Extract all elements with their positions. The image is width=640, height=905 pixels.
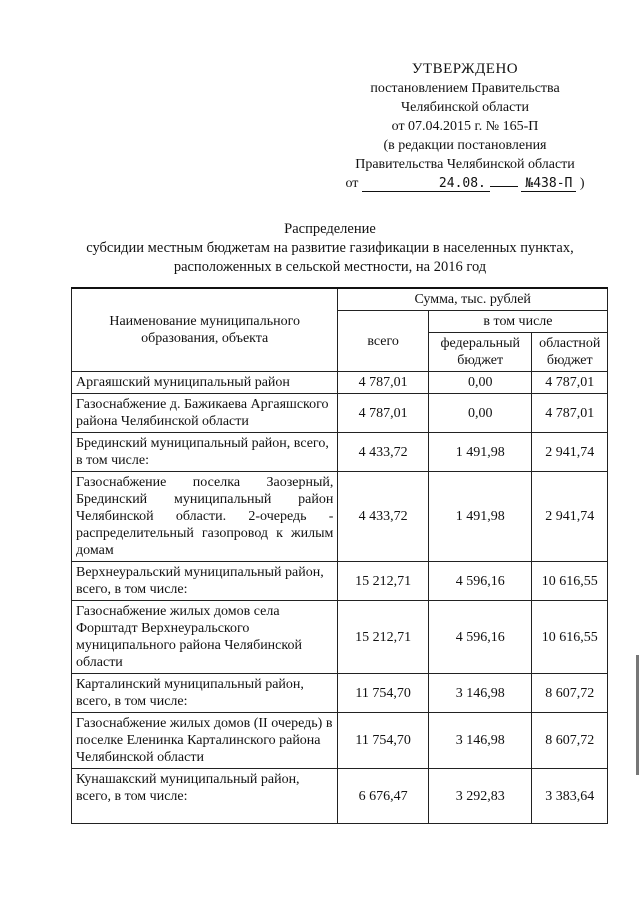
table-row bbox=[72, 372, 608, 394]
header-total: всего bbox=[338, 311, 429, 372]
approval-line-2: Челябинской области bbox=[401, 100, 529, 115]
row-federal: 1 491,98 bbox=[428, 433, 532, 472]
row-federal: 3 292,83 bbox=[428, 769, 532, 824]
row-total: 11 754,70 bbox=[338, 674, 429, 713]
row-total: 15 212,71 bbox=[338, 562, 429, 601]
row-regional: 2 941,74 bbox=[532, 472, 608, 562]
row-regional: 4 787,01 bbox=[532, 394, 608, 433]
row-total: 4 433,72 bbox=[338, 472, 429, 562]
row-total: 4 787,01 bbox=[338, 372, 429, 394]
title-line-3: расположенных в сельской местности, на 2016 год bbox=[173, 259, 487, 275]
row-regional: 10 616,55 bbox=[532, 601, 608, 674]
row-name: Кунашакский муниципальный район, всего, в том числе: bbox=[72, 769, 338, 824]
title-line-2: субсидии местным бюджетам на развитие газификации в населенных пунктах, bbox=[86, 240, 574, 256]
approval-line-4: (в редакции постановления bbox=[383, 138, 547, 153]
row-name: Аргаяшский муниципальный район bbox=[72, 372, 338, 394]
header-sum: Сумма, тыс. рублей bbox=[338, 288, 608, 311]
row-name: Верхнеуральский муниципальный район, всего, в том числе: bbox=[72, 562, 338, 601]
row-federal: 1 491,98 bbox=[428, 472, 532, 562]
table-row bbox=[72, 713, 608, 769]
approval-line-5: Правительства Челябинской области bbox=[355, 157, 575, 172]
row-regional: 8 607,72 bbox=[532, 674, 608, 713]
row-name: Карталинский муниципальный район, всего, в том числе: bbox=[72, 674, 338, 713]
approval-block bbox=[330, 60, 600, 193]
header-federal: федеральный бюджет bbox=[428, 333, 532, 372]
table-row bbox=[72, 433, 608, 472]
row-name: Газоснабжение поселка Заозерный, Брединский муниципальный район Челябинской области. 2-очередь - распределительный газопровод к жилым домам bbox=[72, 472, 338, 562]
row-total: 11 754,70 bbox=[338, 713, 429, 769]
table-row bbox=[72, 769, 608, 824]
row-federal: 4 596,16 bbox=[428, 601, 532, 674]
scan-edge-mark bbox=[636, 655, 639, 775]
row-name: Газоснабжение жилых домов (II очередь) в поселке Еленинка Карталинского района Челябинской области bbox=[72, 713, 338, 769]
row-total: 4 787,01 bbox=[338, 394, 429, 433]
row-name: Брединский муниципальный район, всего, в том числе: bbox=[72, 433, 338, 472]
approval-number-handwritten: №438-П bbox=[521, 176, 576, 192]
row-regional: 2 941,74 bbox=[532, 433, 608, 472]
row-name: Газоснабжение д. Бажикаева Аргаяшского района Челябинской области bbox=[72, 394, 338, 433]
header-name: Наименование муниципального образования, объекта bbox=[72, 288, 338, 372]
approval-from-prefix: от bbox=[345, 176, 359, 191]
approval-heading: УТВЕРЖДЕНО bbox=[411, 61, 519, 77]
row-regional: 4 787,01 bbox=[532, 372, 608, 394]
row-total: 15 212,71 bbox=[338, 601, 429, 674]
table-row bbox=[72, 674, 608, 713]
row-regional: 8 607,72 bbox=[532, 713, 608, 769]
document-title bbox=[50, 220, 610, 277]
approval-date-handwritten: 24.08. bbox=[362, 176, 490, 192]
header-including: в том числе bbox=[428, 311, 607, 333]
row-federal: 3 146,98 bbox=[428, 674, 532, 713]
table-row bbox=[72, 394, 608, 433]
table-row bbox=[72, 562, 608, 601]
row-regional: 10 616,55 bbox=[532, 562, 608, 601]
row-regional: 3 383,64 bbox=[532, 769, 608, 824]
approval-line-3: от 07.04.2015 г. № 165-П bbox=[391, 119, 539, 134]
row-total: 4 433,72 bbox=[338, 433, 429, 472]
row-name: Газоснабжение жилых домов села Форштадт Верхнеуральского муниципального района Челябинской области bbox=[72, 601, 338, 674]
table-row bbox=[72, 601, 608, 674]
approval-date-blank bbox=[490, 186, 518, 187]
row-federal: 3 146,98 bbox=[428, 713, 532, 769]
approval-date-line bbox=[330, 174, 600, 193]
subsidy-table bbox=[71, 287, 608, 824]
row-federal: 0,00 bbox=[428, 372, 532, 394]
title-line-1: Распределение bbox=[284, 221, 376, 237]
row-federal: 4 596,16 bbox=[428, 562, 532, 601]
table-row bbox=[72, 472, 608, 562]
row-federal: 0,00 bbox=[428, 394, 532, 433]
row-total: 6 676,47 bbox=[338, 769, 429, 824]
approval-closing-paren: ) bbox=[579, 176, 585, 191]
header-regional: областной бюджет bbox=[532, 333, 608, 372]
approval-line-1: постановлением Правительства bbox=[370, 81, 560, 96]
